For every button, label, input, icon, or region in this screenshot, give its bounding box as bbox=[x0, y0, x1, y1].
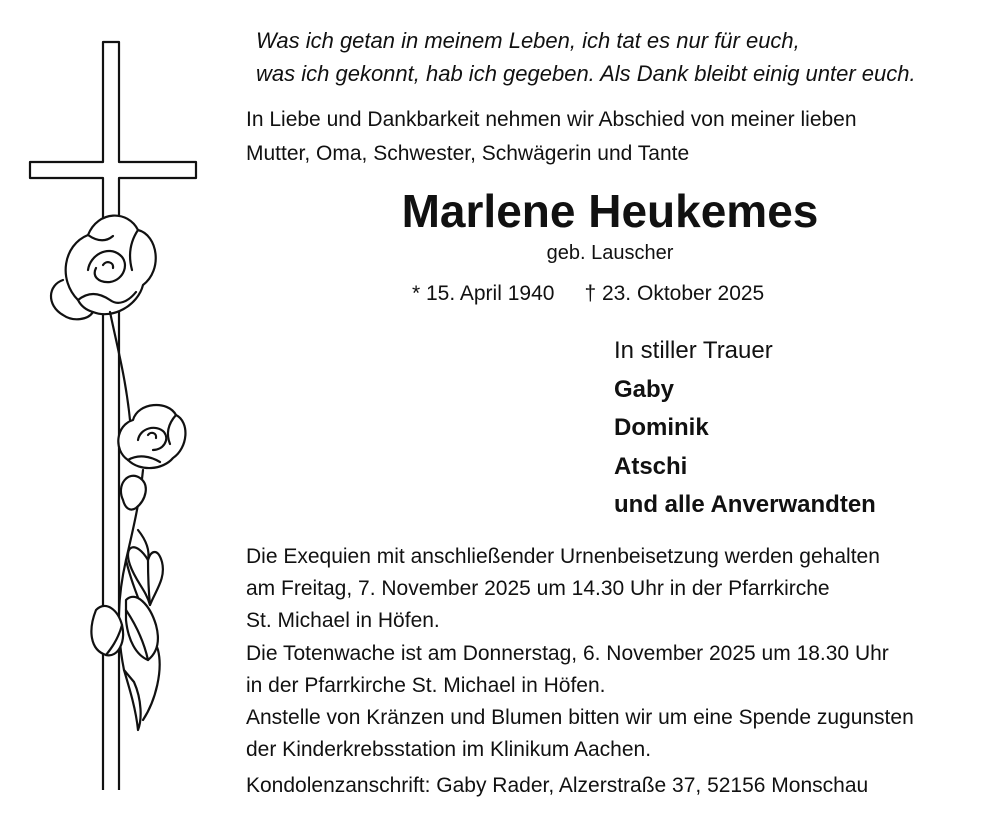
quote-line-2: was ich gekonnt, hab ich gegeben. Als Dank bleibt einig unter euch. bbox=[256, 61, 916, 86]
mourner-name: und alle Anverwandten bbox=[614, 491, 876, 518]
details-line: Die Exequien mit anschließender Urnenbeisetzung werden gehalten bbox=[246, 545, 880, 568]
cross-with-roses-illustration bbox=[18, 30, 218, 790]
mourner-name: Gaby bbox=[614, 376, 675, 403]
deceased-name: Marlene Heukemes bbox=[401, 185, 819, 237]
mourner-name: Atschi bbox=[614, 453, 688, 480]
quote-line-1: Was ich getan in meinem Leben, ich tat es nur für euch, bbox=[256, 28, 800, 53]
mourning-heading: In stiller Trauer bbox=[614, 337, 773, 364]
leaf-icon bbox=[126, 597, 158, 660]
intro-line-2: Mutter, Oma, Schwester, Schwägerin und Tante bbox=[246, 142, 690, 165]
intro-line-1: In Liebe und Dankbarkeit nehmen wir Abschied von meiner lieben bbox=[246, 108, 857, 131]
details-line: St. Michael in Höfen. bbox=[246, 609, 440, 632]
details-line: der Kinderkrebsstation im Klinikum Aachen. bbox=[246, 738, 652, 761]
death-date: † 23. Oktober 2025 bbox=[584, 282, 765, 305]
birth-date: * 15. April 1940 bbox=[412, 282, 555, 305]
mourner-name: Dominik bbox=[614, 414, 709, 441]
maiden-name: geb. Lauscher bbox=[546, 242, 674, 264]
leaf-icon bbox=[124, 670, 141, 730]
details-line: Die Totenwache ist am Donnerstag, 6. November 2025 um 18.30 Uhr bbox=[246, 642, 889, 665]
leaf-icon bbox=[121, 476, 146, 510]
life-dates bbox=[412, 282, 764, 306]
condolence-address: Kondolenzanschrift: Gaby Rader, Alzerstraße 37, 52156 Monschau bbox=[246, 774, 869, 797]
details-line: Anstelle von Kränzen und Blumen bitten wir um eine Spende zugunsten bbox=[246, 706, 914, 729]
details-line: in der Pfarrkirche St. Michael in Höfen. bbox=[246, 674, 606, 697]
details-line: am Freitag, 7. November 2025 um 14.30 Uhr in der Pfarrkirche bbox=[246, 577, 830, 600]
